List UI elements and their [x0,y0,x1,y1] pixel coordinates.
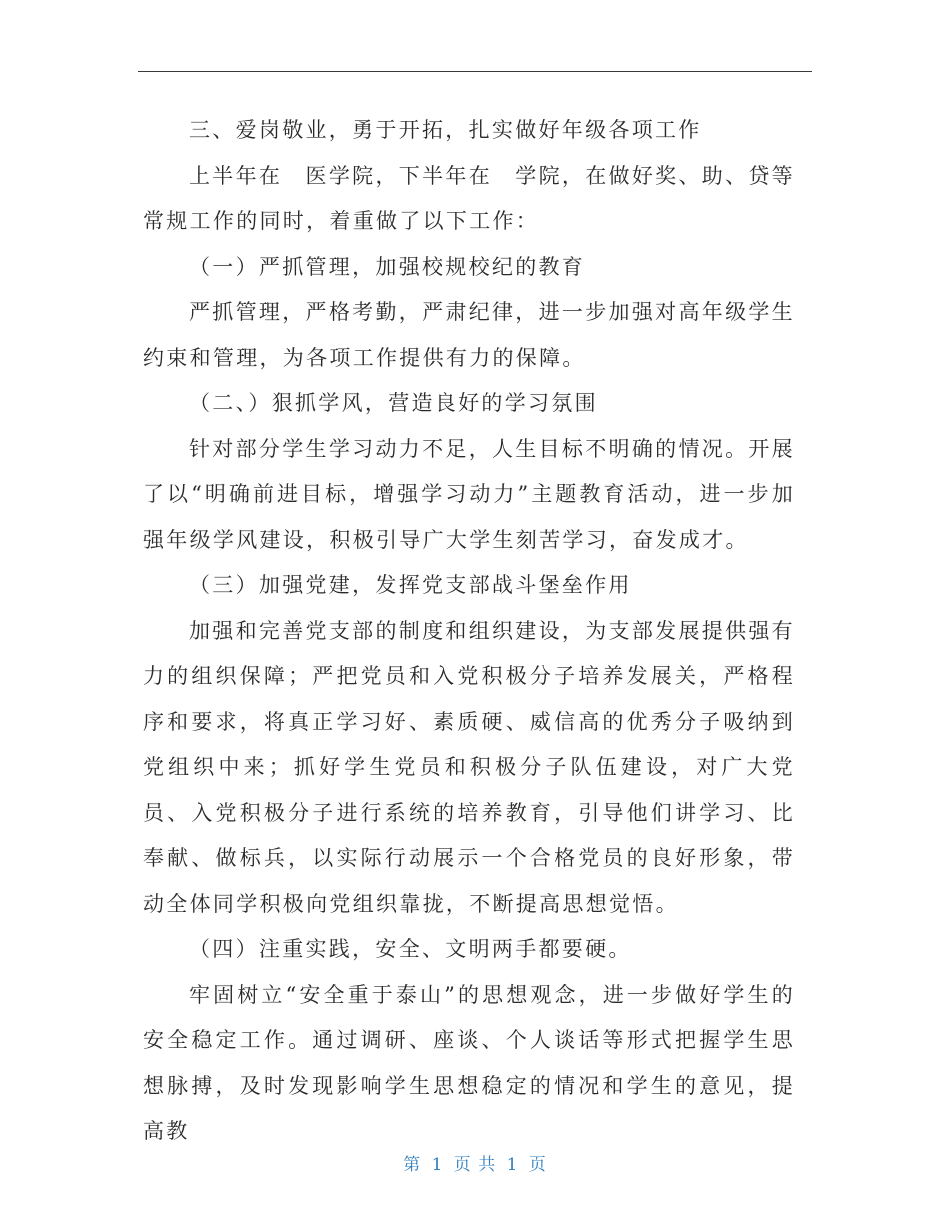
paragraph: 牢固树立“安全重于泰山”的思想观念，进一步做好学生的安全稳定工作。通过调研、座谈、个人谈话等形式把握学生思想脉搏，及时发现影响学生思想稳定的情况和学生的意见，提高教 [143,982,795,1143]
footer-prefix: 第 [403,1155,422,1175]
page-footer [0,1150,950,1175]
footer-total-pages: 1 [506,1155,519,1175]
paragraph: 针对部分学生学习动力不足，人生目标不明确的情况。开展了以“明确前进目标，增强学习动力”主题教育活动，进一步加强年级学风建设，积极引导广大学生刻苦学习，奋发成才。 [143,436,795,552]
footer-middle: 页 共 [453,1155,497,1175]
footer-suffix: 页 [528,1155,547,1175]
sub-heading: （二、）狠抓学风，营造良好的学习氛围 [189,391,598,415]
sub-heading: （三）加强党建，发挥党支部战斗堡垒作用 [189,573,632,597]
document-body [143,108,795,1155]
paragraph: 加强和完善党支部的制度和组织建设，为支部发展提供强有力的组织保障；严把党员和入党积极分子培养发展关，严格程序和要求，将真正学习好、素质硬、威信高的优秀分子吸纳到党组织中来；抓好学生党员和积极分子队伍建设，对广大党员、入党积极分子进行系统的培养教育，引导他们讲学习、比奉献、做标兵，以实际行动展示一个合格党员的良好形象，带动全体同学积极向党组织靠拢，不断提高思想觉悟。 [143,618,795,916]
sub-heading: （一）严抓管理，加强校规校纪的教育 [189,254,586,279]
paragraph: 严抓管理，严格考勤，严肃纪律，进一步加强对高年级学生约束和管理，为各项工作提供有力的保障。 [143,300,795,370]
sub-heading: （四）注重实践，安全、文明两手都要硬。 [189,937,632,961]
section-heading: 三、爱岗敬业，勇于开拓，扎实做好年级各项工作 [189,118,702,142]
paragraph: 上半年在 医学院，下半年在 学院，在做好奖、助、贷等常规工作的同时，着重做了以下工作： [143,163,795,233]
header-rule [138,71,812,72]
footer-page-number: 1 [431,1155,444,1175]
